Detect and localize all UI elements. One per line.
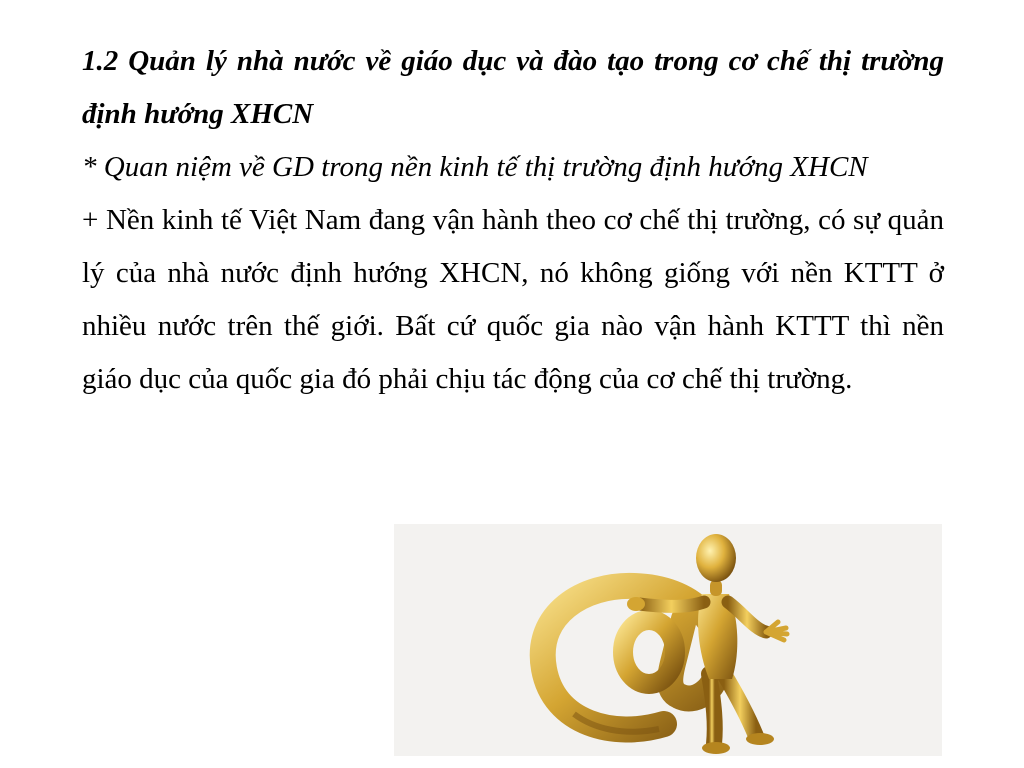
slide-heading: 1.2 Quản lý nhà nước về giáo dục và đào tạo trong cơ chế thị trường định hướng XHCN [82,45,944,130]
slide-text-block [82,35,944,406]
illustration-image [394,524,942,756]
golden-figure-with-at-sign-icon [394,524,942,756]
slide-body-paragraph: + Nền kinh tế Việt Nam đang vận hành theo cơ chế thị trường, có sự quản lý của nhà nước định hướng XHCN, nó không giống với nền KTTT ở nhiều nước trên thế giới. Bất cứ quốc gia nào vận hành KTTT thì nền giáo dục của quốc gia đó phải chịu tác động của cơ chế thị trường. [82,204,944,395]
slide-subheading: * Quan niệm về GD trong nền kinh tế thị trường định hướng XHCN [82,151,868,183]
